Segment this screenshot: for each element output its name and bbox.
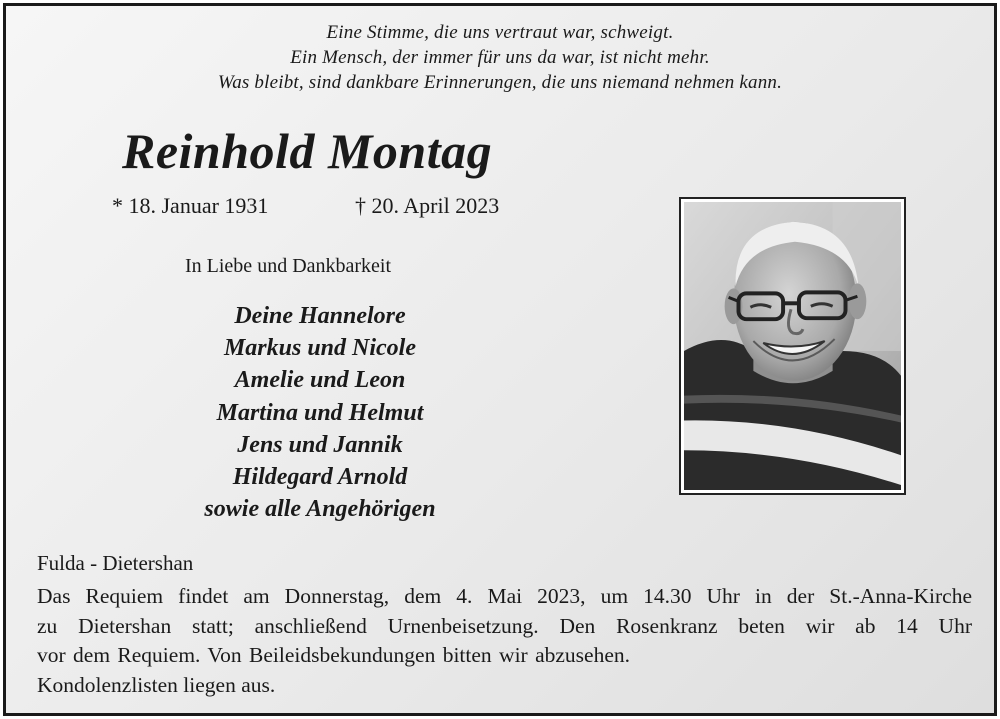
birth-date: * 18. Januar 1931 xyxy=(112,193,269,218)
mourners-list xyxy=(140,300,500,525)
mourner: Jens und Jannik xyxy=(237,431,403,458)
mourner: sowie alle Angehörigen xyxy=(204,496,436,523)
place-text: Fulda - Dietershan xyxy=(37,551,194,575)
notice-line: Kondolenzlisten liegen aus. xyxy=(37,672,276,697)
poem xyxy=(0,20,1000,95)
funeral-notice xyxy=(37,582,972,700)
poem-line: Ein Mensch, der immer für uns da war, ist nicht mehr. xyxy=(290,47,710,68)
death-date: † 20. April 2023 xyxy=(355,193,500,218)
intro-text: In Liebe und Dankbarkeit xyxy=(185,255,392,277)
mourner: Markus und Nicole xyxy=(223,335,417,362)
mourner: Amelie und Leon xyxy=(234,367,406,394)
mourner: Martina und Helmut xyxy=(216,399,424,426)
poem-line: Was bleibt, sind dankbare Erinnerungen, die uns niemand nehmen kann. xyxy=(217,72,783,93)
notice-line: Das Requiem findet am Donnerstag, dem 4. Mai 2023, um 14.30 Uhr in der St.-Anna-Kirche xyxy=(37,584,972,608)
deceased-name: Reinhold Montag xyxy=(122,123,493,179)
mourner: Deine Hannelore xyxy=(234,303,406,329)
poem-line: Eine Stimme, die uns vertraut war, schweigt. xyxy=(326,22,674,43)
notice-line: vor dem Requiem. Von Beileidsbekundungen bitten wir abzusehen. xyxy=(37,643,630,667)
mourner: Hildegard Arnold xyxy=(232,464,408,491)
portrait-photo xyxy=(679,197,906,495)
portrait-image xyxy=(684,202,901,490)
notice-line: zu Dietershan statt; anschließend Urnenbeisetzung. Den Rosenkranz beten wir ab 14 Uhr xyxy=(37,613,972,638)
